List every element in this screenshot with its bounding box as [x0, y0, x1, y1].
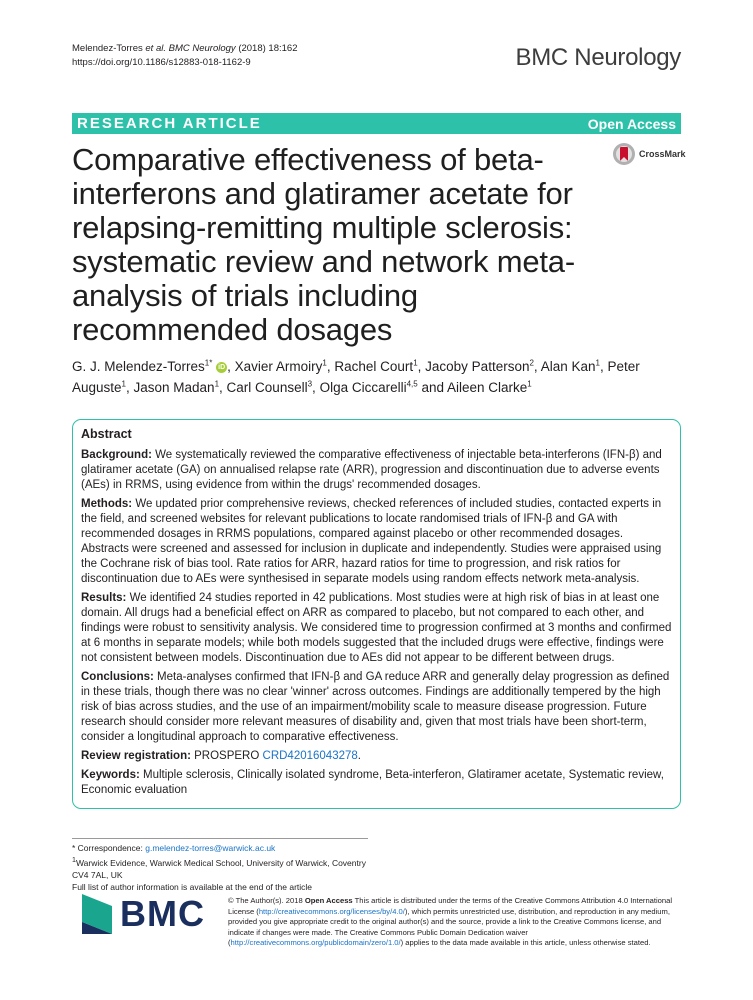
author-name: Jacoby Patterson: [425, 359, 530, 374]
abstract-section: [81, 670, 672, 745]
review-registration: [81, 749, 672, 764]
author-name: Alan Kan: [540, 359, 596, 374]
citation-year-volume: (2018) 18:162: [235, 43, 298, 54]
correspondence-email[interactable]: g.melendez-torres@warwick.ac.uk: [145, 843, 276, 853]
article-title: Comparative effectiveness of beta-interferons and glatiramer acetate for relapsing-remitting multiple sclerosis: systematic review and network meta-analysis of trials including recommended dosages: [72, 142, 575, 347]
bmc-logo-icon: [82, 894, 112, 934]
author-affiliation: 3: [307, 379, 313, 389]
author-name: Jason Madan: [133, 380, 215, 395]
abstract-sections: [81, 448, 672, 745]
orcid-icon[interactable]: iD: [218, 363, 226, 371]
footnotes: [72, 842, 382, 893]
crossmark-icon: [612, 142, 636, 166]
author-affiliation: 1: [595, 358, 600, 368]
keywords: [81, 768, 672, 798]
author-affiliation: 1: [121, 379, 126, 389]
open-access-label: Open Access: [587, 115, 676, 132]
author: [334, 359, 417, 374]
keywords-label: Keywords:: [81, 769, 140, 781]
registration-prefix: PROSPERO: [194, 750, 260, 762]
author: [541, 359, 600, 374]
abstract-section-text: Meta-analyses confirmed that IFN-β and GA reduce ARR and generally delay progression as defined in these trials, though there was no clear 'winner' across outcomes. Findings are additionally tempered by the high risk of bias across studies, and the use of an impairment/mobility scale to measure disease progression. Future research should consider more relevant measures of disability and, given that most trials have been short-term, consider a longitudinal approach to comparative effectiveness.: [81, 671, 670, 743]
author-affiliation: 1: [413, 358, 418, 368]
license-text-c: ) applies to the data made available in this article, unless otherwise stated.: [400, 938, 651, 947]
author-list: G. J. Melendez-Torres$^{1*}$ iD , Xavier Armoiry$^1$, Rachel Court$^1$, Jacoby Patterson$^2$, Alan Kan$^1$, Peter Auguste$^1$, Jason Madan$^1$, Carl Counsell$^3$, Olga Ciccarelli$^{4,5}$ and Aileen Clarke$^1$: [72, 358, 640, 395]
abstract-section-label: Results:: [81, 592, 127, 604]
author-affiliation: 1: [214, 379, 220, 389]
license-open-access: Open Access: [304, 896, 353, 905]
bmc-logo: [82, 893, 205, 935]
author-affiliation: 1: [322, 358, 327, 368]
crossmark-label: CrossMark: [639, 149, 686, 159]
bmc-logo-text: BMC: [120, 893, 205, 934]
registration-suffix: .: [357, 750, 361, 762]
license-url-zero[interactable]: http://creativecommons.org/publicdomain/zero/1.0/: [230, 938, 401, 947]
abstract-section-text: We systematically reviewed the comparative effectiveness of injectable beta-interferons (IFN-β) and glatiramer acetate (GA) on annualised relapse rate (ARR), progression and discontinuation due to adverse events (AEs) in RRMS, using evidence from within the drugs' recommended dosages.: [81, 449, 662, 491]
footnote-divider: [72, 838, 368, 839]
license-url-by[interactable]: http://creativecommons.org/licenses/by/4.0/: [258, 906, 405, 916]
author-name: Olga Ciccarelli: [319, 380, 407, 395]
correspondence: [72, 842, 382, 854]
author: [320, 380, 418, 395]
author: [72, 359, 227, 374]
abstract-section: [81, 448, 672, 493]
author-name: G. J. Melendez-Torres: [72, 359, 205, 374]
author-affiliation: 2: [529, 358, 534, 368]
abstract-section-label: Methods:: [81, 498, 133, 510]
author-name: Xavier Armoiry: [234, 359, 323, 374]
author-affiliation: 4,5: [406, 379, 418, 389]
article-type: RESEARCH ARTICLE: [77, 115, 262, 132]
author-name: Peter Auguste: [72, 359, 640, 395]
author-affiliation: 1*: [204, 358, 213, 368]
registration-link[interactable]: CRD42016043278: [262, 750, 358, 762]
affiliation: [72, 854, 382, 869]
author: [425, 359, 534, 374]
abstract-heading: Abstract: [81, 427, 132, 441]
correspondence-label: * Correspondence:: [72, 843, 143, 853]
affiliation-line-2: CV4 7AL, UK: [72, 869, 123, 880]
author-name: Carl Counsell: [226, 380, 308, 395]
affiliation-line-1: Warwick Evidence, Warwick Medical School, University of Warwick, Coventry: [75, 857, 366, 868]
abstract-section-text: We identified 24 studies reported in 42 publications. Most studies were at high risk of bias in at least one domain. All drugs had a beneficial effect on ARR as compared to placebo, but not compared to each other, and findings were robust to sensitivity analysis. We considered time to progression confirmed at 3 months and confirmed at 6 months in separate models; while both models suggested that the included drugs were effective, findings were not consistent between models. Discontinuation due to AEs did not appear to be different between drugs.: [81, 592, 672, 664]
author: [227, 380, 313, 395]
author-info-note: Full list of author information is available at the end of the article: [72, 881, 313, 892]
keywords-text: Multiple sclerosis, Clinically isolated syndrome, Beta-interferon, Glatiramer acetate, Systematic review, Economic evaluation: [81, 769, 664, 796]
crossmark-badge[interactable]: [612, 142, 686, 166]
citation-authors: Melendez-Torres: [72, 43, 146, 54]
abstract-section-text: We updated prior comprehensive reviews, checked references of included studies, contacted experts in the field, and screened websites for relevant publications to locate randomised trials of IFN-β and GA with recommended dosages in RRMS populations, compared against placebo or other recommended dosages. Abstracts were screened and assessed for inclusion in duplicate and independently. Studies were appraised using the Cochrane risk of bias tool. Rate ratios for ARR, hazard ratios for time to progression, and risk ratios for discontinuation due to AEs were synthesised in separate models using random effects network meta-analysis.: [81, 498, 662, 585]
author: [134, 380, 220, 395]
author-name: Rachel Court: [334, 359, 414, 374]
abstract-box: [72, 419, 681, 809]
citation-etal: et al. BMC Neurology: [145, 43, 236, 54]
license-lead: © The Author(s). 2018: [228, 896, 303, 905]
license-text-a: This article is distributed under the terms of the Creative Commons Attribution 4.0 International License (: [228, 896, 673, 916]
abstract-section: [81, 497, 672, 587]
abstract-section: [81, 591, 672, 666]
author: [235, 359, 327, 374]
author: [447, 380, 532, 395]
doi-link[interactable]: https://doi.org/10.1186/s12883-018-1162-9: [72, 57, 251, 68]
affiliation-number: 1: [72, 856, 76, 864]
license-text-b: ), which permits unrestricted use, distribution, and reproduction in any medium, provided you give appropriate credit to the original author(s) and the source, provide a link to the Creative Commons license, and indicate if changes were made. The Creative Commons Public Domain Dedication waiver (: [228, 906, 670, 947]
abstract-section-label: Conclusions:: [81, 671, 154, 683]
author-name: Aileen Clarke: [447, 380, 528, 395]
registration-label: Review registration:: [81, 750, 191, 762]
citation-header: [72, 42, 297, 70]
abstract-section-label: Background:: [81, 449, 152, 461]
license-statement: [228, 896, 683, 949]
article-type-banner: [72, 113, 681, 134]
journal-name: BMC Neurology: [515, 44, 681, 71]
author-affiliation: 1: [527, 379, 532, 389]
